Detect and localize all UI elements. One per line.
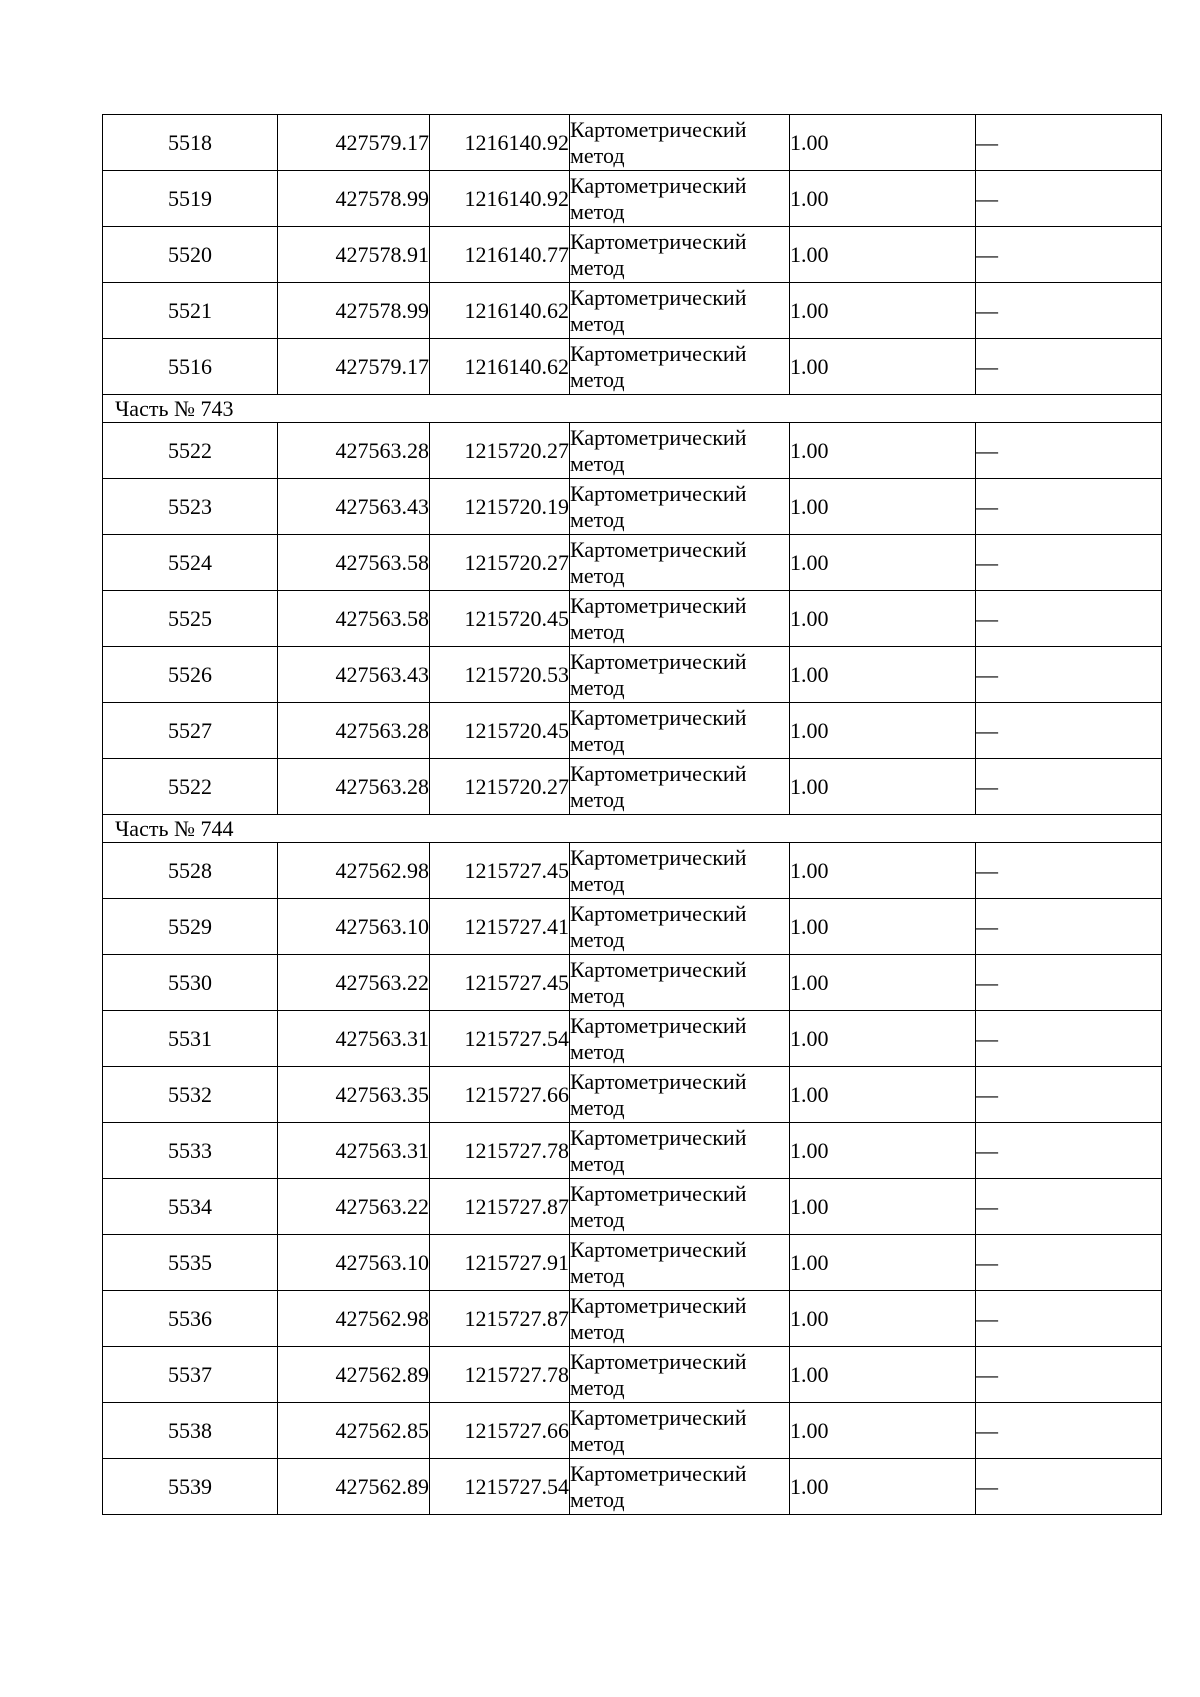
accuracy-cell: 1.00 bbox=[790, 339, 976, 395]
table-row bbox=[103, 1123, 1162, 1179]
table-row bbox=[103, 1291, 1162, 1347]
point-number-cell: 5539 bbox=[103, 1459, 278, 1515]
method-cell: Картометрический метод bbox=[570, 1123, 790, 1179]
x-coordinate-cell: 427563.35 bbox=[278, 1067, 430, 1123]
y-coordinate-cell: 1215727.45 bbox=[430, 843, 570, 899]
method-cell: Картометрический метод bbox=[570, 1347, 790, 1403]
description-cell: — bbox=[976, 955, 1162, 1011]
description-cell: — bbox=[976, 1123, 1162, 1179]
description-cell: — bbox=[976, 1291, 1162, 1347]
y-coordinate-cell: 1215727.41 bbox=[430, 899, 570, 955]
description-cell: — bbox=[976, 1179, 1162, 1235]
y-coordinate-cell: 1215720.53 bbox=[430, 647, 570, 703]
accuracy-cell: 1.00 bbox=[790, 703, 976, 759]
table-row bbox=[103, 1347, 1162, 1403]
method-cell: Картометрический метод bbox=[570, 171, 790, 227]
table-row bbox=[103, 1179, 1162, 1235]
description-cell: — bbox=[976, 843, 1162, 899]
x-coordinate-cell: 427563.28 bbox=[278, 703, 430, 759]
x-coordinate-cell: 427563.22 bbox=[278, 955, 430, 1011]
accuracy-cell: 1.00 bbox=[790, 423, 976, 479]
method-cell: Картометрический метод bbox=[570, 899, 790, 955]
description-cell: — bbox=[976, 283, 1162, 339]
method-cell: Картометрический метод bbox=[570, 339, 790, 395]
accuracy-cell: 1.00 bbox=[790, 759, 976, 815]
description-cell: — bbox=[976, 1067, 1162, 1123]
table-row bbox=[103, 423, 1162, 479]
accuracy-cell: 1.00 bbox=[790, 1347, 976, 1403]
description-cell: — bbox=[976, 115, 1162, 171]
method-cell: Картометрический метод bbox=[570, 1459, 790, 1515]
table-row bbox=[103, 339, 1162, 395]
y-coordinate-cell: 1215727.91 bbox=[430, 1235, 570, 1291]
point-number-cell: 5522 bbox=[103, 423, 278, 479]
accuracy-cell: 1.00 bbox=[790, 171, 976, 227]
table-row bbox=[103, 591, 1162, 647]
x-coordinate-cell: 427578.99 bbox=[278, 171, 430, 227]
section-header-row bbox=[103, 395, 1162, 423]
description-cell: — bbox=[976, 227, 1162, 283]
x-coordinate-cell: 427562.98 bbox=[278, 1291, 430, 1347]
accuracy-cell: 1.00 bbox=[790, 1291, 976, 1347]
y-coordinate-cell: 1216140.92 bbox=[430, 115, 570, 171]
section-label: Часть № 744 bbox=[103, 815, 1162, 843]
x-coordinate-cell: 427562.89 bbox=[278, 1347, 430, 1403]
table-row bbox=[103, 899, 1162, 955]
point-number-cell: 5526 bbox=[103, 647, 278, 703]
point-number-cell: 5530 bbox=[103, 955, 278, 1011]
method-cell: Картометрический метод bbox=[570, 591, 790, 647]
accuracy-cell: 1.00 bbox=[790, 535, 976, 591]
table-row bbox=[103, 1067, 1162, 1123]
point-number-cell: 5536 bbox=[103, 1291, 278, 1347]
x-coordinate-cell: 427579.17 bbox=[278, 339, 430, 395]
table-row bbox=[103, 955, 1162, 1011]
accuracy-cell: 1.00 bbox=[790, 1459, 976, 1515]
method-cell: Картометрический метод bbox=[570, 283, 790, 339]
method-cell: Картометрический метод bbox=[570, 115, 790, 171]
description-cell: — bbox=[976, 591, 1162, 647]
y-coordinate-cell: 1215720.19 bbox=[430, 479, 570, 535]
description-cell: — bbox=[976, 1347, 1162, 1403]
accuracy-cell: 1.00 bbox=[790, 843, 976, 899]
point-number-cell: 5516 bbox=[103, 339, 278, 395]
description-cell: — bbox=[976, 899, 1162, 955]
point-number-cell: 5523 bbox=[103, 479, 278, 535]
method-cell: Картометрический метод bbox=[570, 1235, 790, 1291]
x-coordinate-cell: 427579.17 bbox=[278, 115, 430, 171]
table-row bbox=[103, 535, 1162, 591]
coordinates-table bbox=[102, 114, 1162, 1515]
accuracy-cell: 1.00 bbox=[790, 899, 976, 955]
y-coordinate-cell: 1216140.62 bbox=[430, 283, 570, 339]
x-coordinate-cell: 427562.89 bbox=[278, 1459, 430, 1515]
point-number-cell: 5532 bbox=[103, 1067, 278, 1123]
x-coordinate-cell: 427563.28 bbox=[278, 423, 430, 479]
point-number-cell: 5533 bbox=[103, 1123, 278, 1179]
accuracy-cell: 1.00 bbox=[790, 647, 976, 703]
y-coordinate-cell: 1215720.27 bbox=[430, 535, 570, 591]
method-cell: Картометрический метод bbox=[570, 843, 790, 899]
y-coordinate-cell: 1215720.27 bbox=[430, 759, 570, 815]
description-cell: — bbox=[976, 423, 1162, 479]
table-row bbox=[103, 1459, 1162, 1515]
point-number-cell: 5537 bbox=[103, 1347, 278, 1403]
method-cell: Картометрический метод bbox=[570, 1011, 790, 1067]
description-cell: — bbox=[976, 479, 1162, 535]
x-coordinate-cell: 427563.28 bbox=[278, 759, 430, 815]
method-cell: Картометрический метод bbox=[570, 955, 790, 1011]
y-coordinate-cell: 1215720.45 bbox=[430, 591, 570, 647]
method-cell: Картометрический метод bbox=[570, 423, 790, 479]
point-number-cell: 5519 bbox=[103, 171, 278, 227]
method-cell: Картометрический метод bbox=[570, 1179, 790, 1235]
x-coordinate-cell: 427563.22 bbox=[278, 1179, 430, 1235]
y-coordinate-cell: 1215727.54 bbox=[430, 1459, 570, 1515]
point-number-cell: 5529 bbox=[103, 899, 278, 955]
table-row bbox=[103, 479, 1162, 535]
point-number-cell: 5521 bbox=[103, 283, 278, 339]
y-coordinate-cell: 1215727.66 bbox=[430, 1403, 570, 1459]
point-number-cell: 5527 bbox=[103, 703, 278, 759]
x-coordinate-cell: 427563.10 bbox=[278, 899, 430, 955]
method-cell: Картометрический метод bbox=[570, 227, 790, 283]
section-label: Часть № 743 bbox=[103, 395, 1162, 423]
method-cell: Картометрический метод bbox=[570, 1067, 790, 1123]
y-coordinate-cell: 1215720.45 bbox=[430, 703, 570, 759]
method-cell: Картометрический метод bbox=[570, 1403, 790, 1459]
point-number-cell: 5520 bbox=[103, 227, 278, 283]
method-cell: Картометрический метод bbox=[570, 1291, 790, 1347]
y-coordinate-cell: 1216140.92 bbox=[430, 171, 570, 227]
description-cell: — bbox=[976, 1011, 1162, 1067]
y-coordinate-cell: 1216140.62 bbox=[430, 339, 570, 395]
description-cell: — bbox=[976, 647, 1162, 703]
y-coordinate-cell: 1215720.27 bbox=[430, 423, 570, 479]
point-number-cell: 5535 bbox=[103, 1235, 278, 1291]
description-cell: — bbox=[976, 1403, 1162, 1459]
x-coordinate-cell: 427563.58 bbox=[278, 535, 430, 591]
point-number-cell: 5531 bbox=[103, 1011, 278, 1067]
y-coordinate-cell: 1215727.78 bbox=[430, 1123, 570, 1179]
table-row bbox=[103, 1011, 1162, 1067]
x-coordinate-cell: 427563.10 bbox=[278, 1235, 430, 1291]
accuracy-cell: 1.00 bbox=[790, 227, 976, 283]
y-coordinate-cell: 1215727.45 bbox=[430, 955, 570, 1011]
description-cell: — bbox=[976, 759, 1162, 815]
point-number-cell: 5534 bbox=[103, 1179, 278, 1235]
x-coordinate-cell: 427562.98 bbox=[278, 843, 430, 899]
x-coordinate-cell: 427578.99 bbox=[278, 283, 430, 339]
y-coordinate-cell: 1215727.78 bbox=[430, 1347, 570, 1403]
table-row bbox=[103, 843, 1162, 899]
accuracy-cell: 1.00 bbox=[790, 1123, 976, 1179]
table-row bbox=[103, 227, 1162, 283]
description-cell: — bbox=[976, 171, 1162, 227]
accuracy-cell: 1.00 bbox=[790, 591, 976, 647]
y-coordinate-cell: 1216140.77 bbox=[430, 227, 570, 283]
description-cell: — bbox=[976, 703, 1162, 759]
x-coordinate-cell: 427563.31 bbox=[278, 1123, 430, 1179]
y-coordinate-cell: 1215727.66 bbox=[430, 1067, 570, 1123]
accuracy-cell: 1.00 bbox=[790, 479, 976, 535]
x-coordinate-cell: 427563.43 bbox=[278, 647, 430, 703]
y-coordinate-cell: 1215727.87 bbox=[430, 1179, 570, 1235]
accuracy-cell: 1.00 bbox=[790, 1235, 976, 1291]
accuracy-cell: 1.00 bbox=[790, 1403, 976, 1459]
table-row bbox=[103, 1403, 1162, 1459]
table-row bbox=[103, 283, 1162, 339]
accuracy-cell: 1.00 bbox=[790, 1179, 976, 1235]
method-cell: Картометрический метод bbox=[570, 535, 790, 591]
x-coordinate-cell: 427563.31 bbox=[278, 1011, 430, 1067]
description-cell: — bbox=[976, 535, 1162, 591]
description-cell: — bbox=[976, 1459, 1162, 1515]
method-cell: Картометрический метод bbox=[570, 479, 790, 535]
method-cell: Картометрический метод bbox=[570, 703, 790, 759]
table-row bbox=[103, 171, 1162, 227]
point-number-cell: 5538 bbox=[103, 1403, 278, 1459]
accuracy-cell: 1.00 bbox=[790, 1067, 976, 1123]
table-row bbox=[103, 1235, 1162, 1291]
table-row bbox=[103, 647, 1162, 703]
point-number-cell: 5522 bbox=[103, 759, 278, 815]
y-coordinate-cell: 1215727.54 bbox=[430, 1011, 570, 1067]
x-coordinate-cell: 427563.58 bbox=[278, 591, 430, 647]
table-row bbox=[103, 115, 1162, 171]
method-cell: Картометрический метод bbox=[570, 759, 790, 815]
point-number-cell: 5528 bbox=[103, 843, 278, 899]
section-header-row bbox=[103, 815, 1162, 843]
point-number-cell: 5525 bbox=[103, 591, 278, 647]
description-cell: — bbox=[976, 1235, 1162, 1291]
table-row bbox=[103, 759, 1162, 815]
x-coordinate-cell: 427578.91 bbox=[278, 227, 430, 283]
table-row bbox=[103, 703, 1162, 759]
point-number-cell: 5524 bbox=[103, 535, 278, 591]
accuracy-cell: 1.00 bbox=[790, 283, 976, 339]
x-coordinate-cell: 427562.85 bbox=[278, 1403, 430, 1459]
y-coordinate-cell: 1215727.87 bbox=[430, 1291, 570, 1347]
method-cell: Картометрический метод bbox=[570, 647, 790, 703]
description-cell: — bbox=[976, 339, 1162, 395]
accuracy-cell: 1.00 bbox=[790, 1011, 976, 1067]
accuracy-cell: 1.00 bbox=[790, 115, 976, 171]
accuracy-cell: 1.00 bbox=[790, 955, 976, 1011]
coordinates-table-body bbox=[103, 115, 1162, 1515]
point-number-cell: 5518 bbox=[103, 115, 278, 171]
x-coordinate-cell: 427563.43 bbox=[278, 479, 430, 535]
